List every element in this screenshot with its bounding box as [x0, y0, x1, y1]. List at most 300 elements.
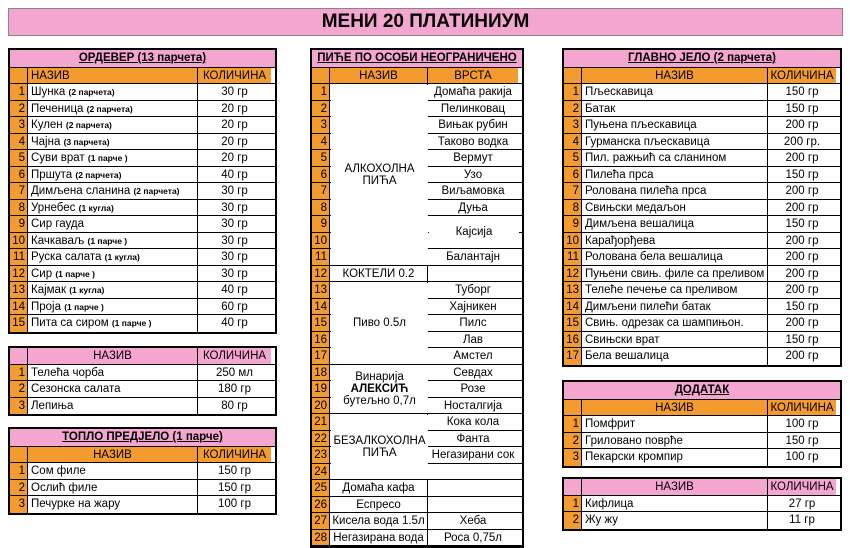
drink-type: Таково водка [437, 135, 509, 148]
item-name-text: Сом филе [31, 465, 86, 477]
item-name [582, 233, 768, 249]
row-number: 6 [10, 167, 28, 183]
drink-type: Амстел [453, 350, 493, 362]
drink-name: Домаћа кафа [330, 480, 428, 496]
table-row [312, 530, 522, 547]
qty-header: КОЛИЧИНА [198, 447, 271, 463]
drink-type [428, 480, 518, 496]
drink-type: Пилс [459, 317, 487, 329]
soft-drinks-group-line: ПИЋА [362, 446, 397, 459]
item-note: (1 кугла) [104, 252, 140, 262]
row-number: 1 [564, 416, 582, 432]
item-name [28, 167, 198, 183]
item-name-text: Телеће печење са преливом [585, 284, 738, 296]
row-number: 2 [10, 381, 28, 397]
table-row [564, 101, 840, 118]
item-name [582, 266, 768, 282]
drink-type: Хајникен [449, 300, 497, 313]
beer-group [331, 283, 428, 364]
row-number: 13 [10, 282, 28, 298]
drink-type: Негазирани сок [431, 449, 515, 461]
item-name [28, 117, 198, 133]
table-row [10, 398, 275, 415]
item-name [582, 449, 768, 466]
drink-type: Вермут [453, 152, 493, 164]
item-name [582, 332, 768, 348]
table-row [564, 433, 840, 450]
row-number: 7 [10, 183, 28, 199]
item-name [582, 249, 768, 265]
row-number: 12 [312, 266, 330, 282]
qty-header: КОЛИЧИНА [768, 400, 836, 416]
row-number: 3 [312, 117, 330, 133]
table-row [10, 117, 275, 134]
row-number: 22 [312, 431, 330, 447]
item-quantity: 200 гр. [783, 135, 821, 148]
table-row [564, 183, 840, 200]
row-number: 5 [312, 150, 330, 166]
row-number: 10 [10, 233, 28, 249]
item-name-text: Сир [31, 267, 53, 280]
item-name-text: Урнебес [31, 201, 76, 214]
item-note: (1 парче ) [87, 153, 128, 163]
row-number: 17 [564, 348, 582, 365]
alcohol-group-line: ПИЋА [362, 174, 397, 187]
toplo-caption: ТОПЛО ПРЕДЈЕЛО (1 парче) [10, 429, 275, 447]
winery-group-line: АЛЕКСИЋ [350, 383, 409, 395]
item-name-text: Пуњени свињ. филе са преливом [585, 267, 765, 280]
item-quantity: 150 гр [785, 218, 819, 230]
pice-caption: ПИЋЕ ПО ОСОБИ НЕОГРАНИЧЕНО [312, 50, 522, 68]
num-header [564, 68, 582, 84]
item-quantity: 150 гр [785, 86, 819, 98]
row-number: 9 [564, 216, 582, 232]
table-row [10, 200, 275, 217]
item-name [28, 200, 198, 216]
item-name [28, 101, 198, 117]
table-row [564, 167, 840, 184]
row-number: 10 [312, 233, 330, 249]
num-header [10, 68, 28, 84]
item-name [582, 416, 768, 432]
num-header [564, 400, 582, 416]
item-note: (2 парчета) [65, 120, 112, 130]
row-number: 23 [312, 447, 330, 463]
name-header: НАЗИВ [28, 68, 198, 84]
row-number: 8 [312, 200, 330, 216]
type-header: ВРСТА [428, 68, 518, 84]
item-quantity: 100 гр [785, 418, 819, 430]
item-quantity: 250 мл [216, 366, 253, 379]
item-name [28, 315, 198, 332]
item-name-text: Печеница [31, 102, 84, 115]
item-name-text: Пилећа прса [585, 168, 654, 181]
item-note: (1 парче ) [55, 268, 95, 279]
drink-name: Еспресо [330, 497, 428, 513]
alcohol-group [331, 85, 428, 265]
item-name-text: Карађорђева [585, 234, 656, 247]
table-row [10, 463, 275, 480]
row-number: 15 [10, 315, 28, 332]
num-header [564, 479, 582, 495]
item-quantity: 150 гр [785, 434, 819, 447]
row-number: 14 [312, 299, 330, 315]
item-name [582, 167, 768, 183]
name-header: НАЗИВ [28, 447, 198, 463]
item-quantity: 200 гр [785, 234, 819, 247]
item-quantity: 150 гр [785, 102, 819, 115]
item-name-text: Чајна [31, 135, 61, 148]
table-row [564, 249, 840, 266]
item-name-text: Пуњена пљескавица [585, 119, 697, 131]
table-row [564, 150, 840, 167]
table-row [564, 200, 840, 217]
item-quantity: 200 гр [785, 201, 819, 214]
table-row [10, 299, 275, 316]
item-name-text: Кајмак [31, 284, 66, 296]
table-row [312, 513, 522, 530]
item-name-text: Ослић филе [31, 481, 98, 494]
table-row [10, 84, 275, 101]
item-name [28, 233, 198, 249]
item-name [582, 299, 768, 315]
row-number: 2 [312, 101, 330, 117]
item-quantity: 27 гр [788, 497, 816, 510]
row-number: 13 [564, 282, 582, 298]
row-number: 15 [564, 315, 582, 331]
item-name-text: Пита са сиром [31, 317, 109, 329]
item-name-text: Димљена вешалица [585, 218, 694, 230]
item-note: (2 парчета) [133, 186, 180, 196]
kajsija-cell-text [456, 226, 493, 238]
item-quantity: 200 гр [785, 185, 819, 197]
row-number: 19 [312, 381, 330, 397]
item-name-text: Димљена сланина [31, 185, 131, 197]
item-name [28, 480, 198, 496]
item-note: (1 парче ) [87, 235, 128, 246]
table-row [564, 496, 840, 513]
table-row [312, 497, 522, 514]
row-number: 7 [312, 183, 330, 199]
drink-type: Домаћа ракија [434, 86, 512, 98]
row-number: 9 [312, 216, 330, 232]
item-name-text: Свињ. одрезак са шампињон. [585, 317, 744, 329]
drink-type: Лав [462, 333, 484, 346]
item-name-text: Сезонска салата [31, 383, 121, 395]
row-number: 2 [10, 101, 28, 117]
supa-table [8, 346, 277, 416]
item-name-text: Кулен [31, 119, 63, 131]
dodatak-caption: ДОДАТАК [564, 382, 840, 400]
item-name [582, 496, 768, 512]
item-name-text: Сир гауда [31, 218, 85, 230]
drink-name: Негазирана вода [330, 530, 428, 546]
table-row [10, 233, 275, 250]
alcohol-group-line: АЛКОХОЛНА [344, 162, 415, 175]
item-quantity: 40 гр [221, 317, 248, 329]
row-number: 1 [10, 84, 28, 100]
item-quantity: 100 гр [218, 498, 251, 510]
item-note: (1 кугла) [78, 202, 114, 213]
item-quantity: 60 гр [221, 300, 248, 313]
desert-table [562, 477, 842, 531]
table-row [10, 183, 275, 200]
table-row [564, 315, 840, 332]
toplo-table [8, 427, 277, 515]
item-name [582, 101, 768, 117]
glavno-header [564, 68, 840, 85]
ordever-table [8, 48, 277, 334]
qty-header: КОЛИЧИНА [198, 68, 271, 84]
table-row [10, 249, 275, 266]
table-row [10, 216, 275, 233]
num-header [10, 447, 28, 463]
item-name [28, 365, 198, 381]
item-name-text: Шунка [31, 86, 66, 98]
drink-type: Фанта [456, 432, 490, 445]
row-number: 9 [10, 216, 28, 232]
item-name [582, 348, 768, 365]
name-header: НАЗИВ [28, 348, 198, 364]
table-row [10, 381, 275, 398]
row-number: 26 [312, 497, 330, 513]
num-header [10, 348, 28, 364]
item-name [582, 200, 768, 216]
item-quantity: 30 гр [221, 185, 248, 197]
item-name-text: Ролована пилећа прса [585, 185, 707, 197]
soft-drinks-group-line: БЕЗАЛКОХОЛНА [333, 434, 426, 447]
item-quantity: 20 гр [221, 135, 248, 148]
table-row [564, 233, 840, 250]
item-name-text: Печурке на жару [31, 498, 121, 510]
item-quantity: 180 гр [218, 383, 251, 395]
pice-header [312, 68, 522, 85]
winery-group-line: бутељно 0,7л [343, 395, 416, 407]
row-number: 3 [10, 496, 28, 513]
item-name [582, 433, 768, 449]
item-name [582, 216, 768, 232]
row-number: 7 [564, 183, 582, 199]
table-row [564, 216, 840, 233]
drink-type: Вињак рубин [438, 119, 508, 131]
row-number: 3 [10, 398, 28, 415]
page-title: МЕНИ 20 ПЛАТИНИУМ [8, 8, 843, 36]
row-number: 12 [564, 266, 582, 282]
qty-header: КОЛИЧИНА [768, 479, 836, 495]
winery-group-text [343, 371, 416, 407]
name-header: НАЗИВ [330, 68, 428, 84]
row-number: 20 [312, 398, 330, 414]
row-number: 2 [564, 101, 582, 117]
item-name [28, 299, 198, 315]
item-name-text: Димљени пилећи батак [585, 300, 711, 313]
drink-type [428, 464, 518, 480]
row-number: 1 [10, 365, 28, 381]
item-quantity: 30 гр [221, 234, 248, 247]
qty-header: КОЛИЧИНА [198, 348, 271, 364]
item-quantity: 30 гр [221, 251, 248, 263]
item-note: (1 парче ) [111, 318, 152, 328]
item-quantity: 11 гр [789, 514, 815, 526]
row-number: 17 [312, 348, 330, 364]
table-row [564, 266, 840, 283]
row-number: 2 [564, 433, 582, 449]
num-header [312, 68, 330, 84]
glavno-caption: ГЛАВНО ЈЕЛО (2 парчета) [564, 50, 840, 68]
item-quantity: 30 гр [221, 267, 248, 280]
row-number: 1 [10, 463, 28, 479]
table-row [10, 282, 275, 299]
item-quantity: 150 гр [785, 300, 819, 313]
row-number: 24 [312, 464, 330, 480]
item-name-text: Телећа чорба [31, 366, 104, 379]
table-row [10, 365, 275, 382]
item-name [582, 512, 768, 529]
item-quantity: 150 гр [785, 333, 819, 346]
item-name [28, 463, 198, 479]
item-note: (3 парчета) [63, 136, 110, 147]
item-name-text: Батак [585, 102, 616, 115]
item-name-text: Бела вешалица [585, 350, 669, 362]
item-name [582, 84, 768, 100]
row-number: 4 [564, 134, 582, 150]
item-quantity: 150 гр [785, 168, 819, 181]
item-name-text: Свињски врат [585, 333, 660, 346]
row-number: 14 [10, 299, 28, 315]
row-number: 1 [312, 84, 330, 100]
table-row [312, 480, 522, 497]
item-name [28, 496, 198, 513]
row-number: 8 [564, 200, 582, 216]
row-number: 12 [10, 266, 28, 282]
row-number: 13 [312, 282, 330, 298]
item-name-text: Руска салата [31, 251, 102, 263]
table-row [10, 134, 275, 151]
item-name-text: Пекарски кромпир [585, 451, 683, 463]
drink-type: Розе [460, 383, 486, 395]
dodatak-table [562, 380, 842, 468]
row-number: 3 [10, 117, 28, 133]
drink-type: Туборг [455, 284, 491, 296]
soft-drinks-group-text [333, 435, 425, 459]
item-name [28, 266, 198, 282]
item-note: (1 кугла) [69, 285, 105, 295]
table-row [10, 266, 275, 283]
item-name [28, 150, 198, 166]
row-number: 4 [10, 134, 28, 150]
row-number: 8 [10, 200, 28, 216]
glavno-table [562, 48, 842, 367]
item-note: (2 парчета) [68, 87, 115, 97]
drink-type: Виљамовка [441, 185, 505, 197]
row-number: 6 [564, 167, 582, 183]
item-quantity: 80 гр [221, 399, 248, 412]
item-quantity: 200 гр [785, 152, 819, 164]
item-name-text: Гриловано поврће [585, 434, 683, 447]
item-name-text: Лепиња [31, 399, 74, 412]
row-number: 2 [10, 480, 28, 496]
row-number: 2 [564, 512, 582, 529]
item-name [28, 84, 198, 100]
table-row [564, 449, 840, 466]
item-name-text: Качкаваљ [31, 234, 85, 247]
table-row [564, 332, 840, 349]
item-name [28, 249, 198, 265]
dodatak-header [564, 400, 840, 417]
drink-type [428, 266, 518, 282]
drink-type: Носталгија [443, 399, 503, 412]
pice-table [310, 48, 524, 548]
row-number: 4 [312, 134, 330, 150]
item-name [582, 183, 768, 199]
item-quantity: 30 гр [221, 218, 248, 230]
item-quantity: 30 гр [221, 201, 248, 214]
row-number: 3 [564, 449, 582, 466]
kajsija-cell [429, 217, 519, 249]
row-number: 18 [312, 365, 330, 381]
row-number: 1 [564, 496, 582, 512]
table-row [564, 348, 840, 365]
item-note: (2 парчета) [86, 103, 133, 114]
item-quantity: 200 гр [785, 267, 819, 280]
item-name-text: Проја [31, 300, 62, 313]
table-row [564, 416, 840, 433]
item-name-text: Свињски медаљон [585, 201, 686, 214]
supa-header [10, 348, 275, 365]
table-row [564, 512, 840, 529]
table-row [10, 496, 275, 513]
item-quantity: 200 гр [785, 317, 819, 329]
item-name-text: Пил. ражњић са сланином [585, 152, 727, 164]
item-quantity: 20 гр [221, 102, 248, 115]
item-name [582, 117, 768, 133]
ordever-caption: ОРДЕВЕР (13 парчета) [10, 50, 275, 68]
drink-type: Дуња [458, 201, 488, 214]
name-header: НАЗИВ [582, 68, 768, 84]
drink-name: Кисела вода 1.5л [330, 513, 428, 529]
item-quantity: 40 гр [221, 284, 248, 296]
drink-type: Пелинковац [440, 102, 506, 115]
item-name-text: Пљескавица [585, 86, 654, 98]
row-number: 15 [312, 315, 330, 331]
row-number: 5 [10, 150, 28, 166]
table-row [312, 266, 522, 283]
item-quantity: 150 гр [218, 465, 251, 477]
item-quantity: 150 гр [218, 481, 251, 494]
name-header: НАЗИВ [582, 479, 768, 495]
table-row [564, 117, 840, 134]
item-name-text: Кифлица [585, 497, 634, 510]
item-quantity: 20 гр [221, 119, 248, 131]
item-name [28, 398, 198, 415]
table-row [10, 315, 275, 332]
item-quantity: 40 гр [221, 168, 248, 181]
row-number: 11 [564, 249, 582, 265]
alcohol-group-text [344, 163, 414, 187]
drink-type: Кока кола [446, 416, 500, 428]
row-number: 10 [564, 233, 582, 249]
item-name-text: Помфрит [585, 418, 636, 430]
beer-group-line: Пиво 0.5л [353, 317, 406, 329]
row-number: 5 [564, 150, 582, 166]
row-number: 11 [312, 249, 330, 265]
table-row [10, 480, 275, 497]
row-number: 21 [312, 414, 330, 430]
item-quantity: 200 гр [785, 119, 819, 131]
item-quantity: 20 гр [221, 152, 248, 164]
item-name [28, 183, 198, 199]
table-row [10, 101, 275, 118]
